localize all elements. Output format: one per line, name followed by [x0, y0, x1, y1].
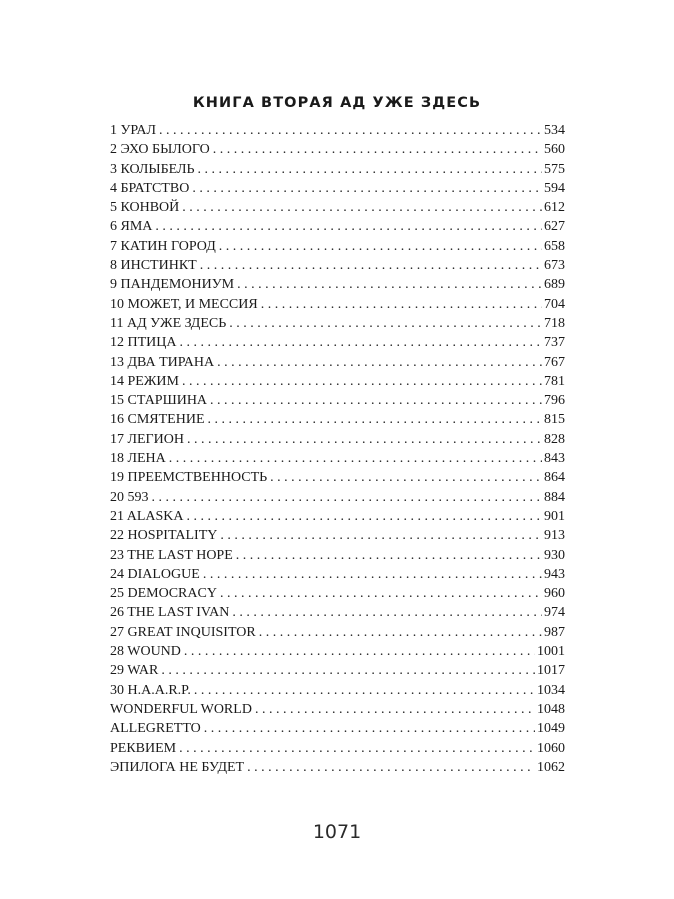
toc-entry-title: 21 ALASKA — [110, 508, 184, 524]
toc-entry-leader — [220, 526, 542, 545]
toc-entry-title: 25 DEMOCRACY — [110, 586, 217, 602]
toc-entry-page-number: 864 — [544, 470, 565, 486]
toc-entry[interactable] — [110, 275, 565, 294]
toc-entry-leader — [261, 295, 542, 314]
toc-entry-page-number: 796 — [544, 393, 565, 409]
toc-entry[interactable] — [110, 546, 565, 565]
toc-entry[interactable] — [110, 160, 565, 179]
toc-entry-title: 2 ЭХО БЫЛОГО — [110, 142, 210, 158]
toc-entry-page-number: 718 — [544, 315, 565, 331]
toc-entry-page-number: 658 — [544, 238, 565, 254]
toc-entry-leader — [247, 758, 535, 777]
toc-entry-title: 9 ПАНДЕМОНИУМ — [110, 277, 235, 293]
table-of-contents — [110, 121, 565, 777]
toc-entry-leader — [187, 507, 542, 526]
page-number: 1071 — [312, 821, 362, 843]
toc-entry-page-number: 767 — [544, 354, 565, 370]
toc-entry[interactable] — [110, 681, 565, 700]
toc-entry-page-number: 901 — [544, 508, 565, 524]
toc-entry[interactable] — [110, 314, 565, 333]
toc-entry-page-number: 974 — [544, 605, 565, 621]
toc-entry[interactable] — [110, 488, 565, 507]
toc-entry-title: WONDERFUL WORLD — [110, 701, 252, 717]
toc-entry-page-number: 689 — [544, 277, 565, 293]
toc-entry-leader — [192, 179, 542, 198]
toc-entry-leader — [220, 584, 542, 603]
toc-entry[interactable] — [110, 295, 565, 314]
toc-entry[interactable] — [110, 198, 565, 217]
toc-entry-title: 17 ЛЕГИОН — [110, 431, 184, 447]
toc-entry-page-number: 1048 — [537, 701, 565, 717]
toc-entry-leader — [194, 681, 535, 700]
toc-entry[interactable] — [110, 719, 565, 738]
toc-entry-leader — [161, 661, 535, 680]
toc-entry-title: 15 СТАРШИНА — [110, 393, 208, 409]
toc-entry-leader — [182, 198, 542, 217]
toc-entry[interactable] — [110, 256, 565, 275]
toc-entry-title: 22 HOSPITALITY — [110, 528, 218, 544]
toc-entry-title: 5 КОНВОЙ — [110, 200, 180, 216]
toc-entry-page-number: 612 — [544, 200, 565, 216]
toc-entry-title: 8 ИНСТИНКТ — [110, 258, 197, 274]
toc-entry-title: 6 ЯМА — [110, 219, 153, 235]
toc-entry[interactable] — [110, 739, 565, 758]
toc-entry[interactable] — [110, 468, 565, 487]
toc-entry-leader — [182, 372, 542, 391]
toc-entry-title: 10 МОЖЕТ, И МЕССИЯ — [110, 296, 258, 312]
toc-entry-title: 18 ЛЕНА — [110, 451, 166, 467]
toc-entry[interactable] — [110, 353, 565, 372]
toc-entry-title: 20 593 — [110, 489, 149, 505]
toc-entry-page-number: 1034 — [537, 682, 565, 698]
toc-entry-title: РЕКВИЕМ — [110, 740, 177, 756]
toc-entry[interactable] — [110, 661, 565, 680]
toc-entry-leader — [255, 700, 535, 719]
toc-entry-leader — [184, 642, 535, 661]
toc-entry-page-number: 815 — [544, 412, 565, 428]
toc-entry[interactable] — [110, 391, 565, 410]
toc-entry-leader — [200, 256, 542, 275]
toc-entry-leader — [187, 430, 542, 449]
toc-entry-page-number: 534 — [544, 123, 565, 138]
toc-entry-page-number: 884 — [544, 489, 565, 505]
toc-entry-page-number: 930 — [544, 547, 565, 563]
toc-entry-page-number: 1060 — [537, 740, 565, 756]
toc-entry-leader — [180, 333, 543, 352]
toc-entry-title: 4 БРАТСТВО — [110, 180, 190, 196]
toc-entry[interactable] — [110, 623, 565, 642]
toc-entry-title: 30 H.A.A.R.P. — [110, 682, 191, 698]
toc-entry-page-number: 913 — [544, 528, 565, 544]
toc-entry-page-number: 781 — [544, 373, 565, 389]
toc-entry-title: 26 THE LAST IVAN — [110, 605, 230, 621]
toc-entry-title: 23 THE LAST HOPE — [110, 547, 233, 563]
toc-entry-page-number: 960 — [544, 586, 565, 602]
toc-entry[interactable] — [110, 700, 565, 719]
toc-entry[interactable] — [110, 584, 565, 603]
toc-entry-title: 12 ПТИЦА — [110, 335, 177, 351]
toc-entry[interactable] — [110, 237, 565, 256]
toc-entry-page-number: 704 — [544, 296, 565, 312]
toc-entry-leader — [198, 160, 542, 179]
toc-entry[interactable] — [110, 121, 565, 140]
toc-entry-page-number: 828 — [544, 431, 565, 447]
toc-entry-page-number: 575 — [544, 161, 565, 177]
toc-entry-page-number: 1017 — [537, 663, 565, 679]
toc-entry-title: 19 ПРЕЕМСТВЕННОСТЬ — [110, 470, 268, 486]
toc-entry-leader — [169, 449, 542, 468]
toc-entry-leader — [229, 314, 542, 333]
toc-entry-title: ALLEGRETTO — [110, 721, 201, 737]
toc-entry-page-number: 987 — [544, 624, 565, 640]
toc-entry-title: 14 РЕЖИМ — [110, 373, 179, 389]
toc-entry-leader — [204, 719, 535, 738]
toc-entry[interactable] — [110, 410, 565, 429]
toc-entry-title: 13 ДВА ТИРАНА — [110, 354, 215, 370]
toc-entry[interactable] — [110, 140, 565, 159]
toc-entry-leader — [152, 488, 543, 507]
toc-entry-page-number: 673 — [544, 258, 565, 274]
toc-entry-page-number: 1049 — [537, 721, 565, 737]
toc-entry[interactable] — [110, 526, 565, 545]
toc-entry-leader — [236, 546, 542, 565]
toc-entry-title: 27 GREAT INQUISITOR — [110, 624, 256, 640]
toc-entry-page-number: 737 — [544, 335, 565, 351]
toc-entry-page-number: 1062 — [537, 759, 565, 775]
toc-entry-title: 28 WOUND — [110, 644, 181, 660]
toc-entry-page-number: 560 — [544, 142, 565, 158]
toc-entry[interactable] — [110, 565, 565, 584]
toc-entry-leader — [213, 140, 542, 159]
toc-entry-leader — [217, 353, 542, 372]
toc-entry-title: 1 УРАЛ — [110, 123, 157, 138]
toc-entry-leader — [159, 121, 542, 140]
toc-entry[interactable] — [110, 642, 565, 661]
toc-entry-page-number: 1001 — [537, 644, 565, 660]
toc-entry[interactable] — [110, 333, 565, 352]
toc-entry[interactable] — [110, 507, 565, 526]
toc-entry-title: 3 КОЛЫБЕЛЬ — [110, 161, 195, 177]
toc-entry-leader — [208, 410, 543, 429]
toc-entry-page-number: 594 — [544, 180, 565, 196]
toc-entry-title: 16 СМЯТЕНИЕ — [110, 412, 205, 428]
toc-entry-leader — [203, 565, 542, 584]
toc-entry-title: ЭПИЛОГА НЕ БУДЕТ — [110, 759, 245, 775]
section-heading: КНИГА ВТОРАЯ АД УЖЕ ЗДЕСЬ — [192, 94, 482, 111]
toc-entry-title: 11 АД УЖЕ ЗДЕСЬ — [110, 315, 227, 331]
toc-entry[interactable] — [110, 372, 565, 391]
toc-entry[interactable] — [110, 449, 565, 468]
toc-entry-title: 29 WAR — [110, 663, 159, 679]
toc-entry-leader — [155, 217, 542, 236]
toc-entry-title: 7 КАТИН ГОРОД — [110, 238, 216, 254]
toc-entry[interactable] — [110, 217, 565, 236]
toc-entry-leader — [210, 391, 542, 410]
toc-entry-leader — [270, 468, 542, 487]
toc-entry-leader — [179, 739, 535, 758]
toc-entry-leader — [259, 623, 542, 642]
toc-entry[interactable] — [110, 758, 565, 777]
toc-entry-leader — [237, 275, 542, 294]
toc-entry-leader — [219, 237, 542, 256]
toc-entry-page-number: 843 — [544, 451, 565, 467]
toc-entry[interactable] — [110, 179, 565, 198]
toc-entry-page-number: 627 — [544, 219, 565, 235]
toc-entry-page-number: 943 — [544, 566, 565, 582]
toc-entry-title: 24 DIALOGUE — [110, 566, 200, 582]
toc-entry[interactable] — [110, 430, 565, 449]
toc-entry-leader — [232, 603, 542, 622]
toc-entry[interactable] — [110, 603, 565, 622]
